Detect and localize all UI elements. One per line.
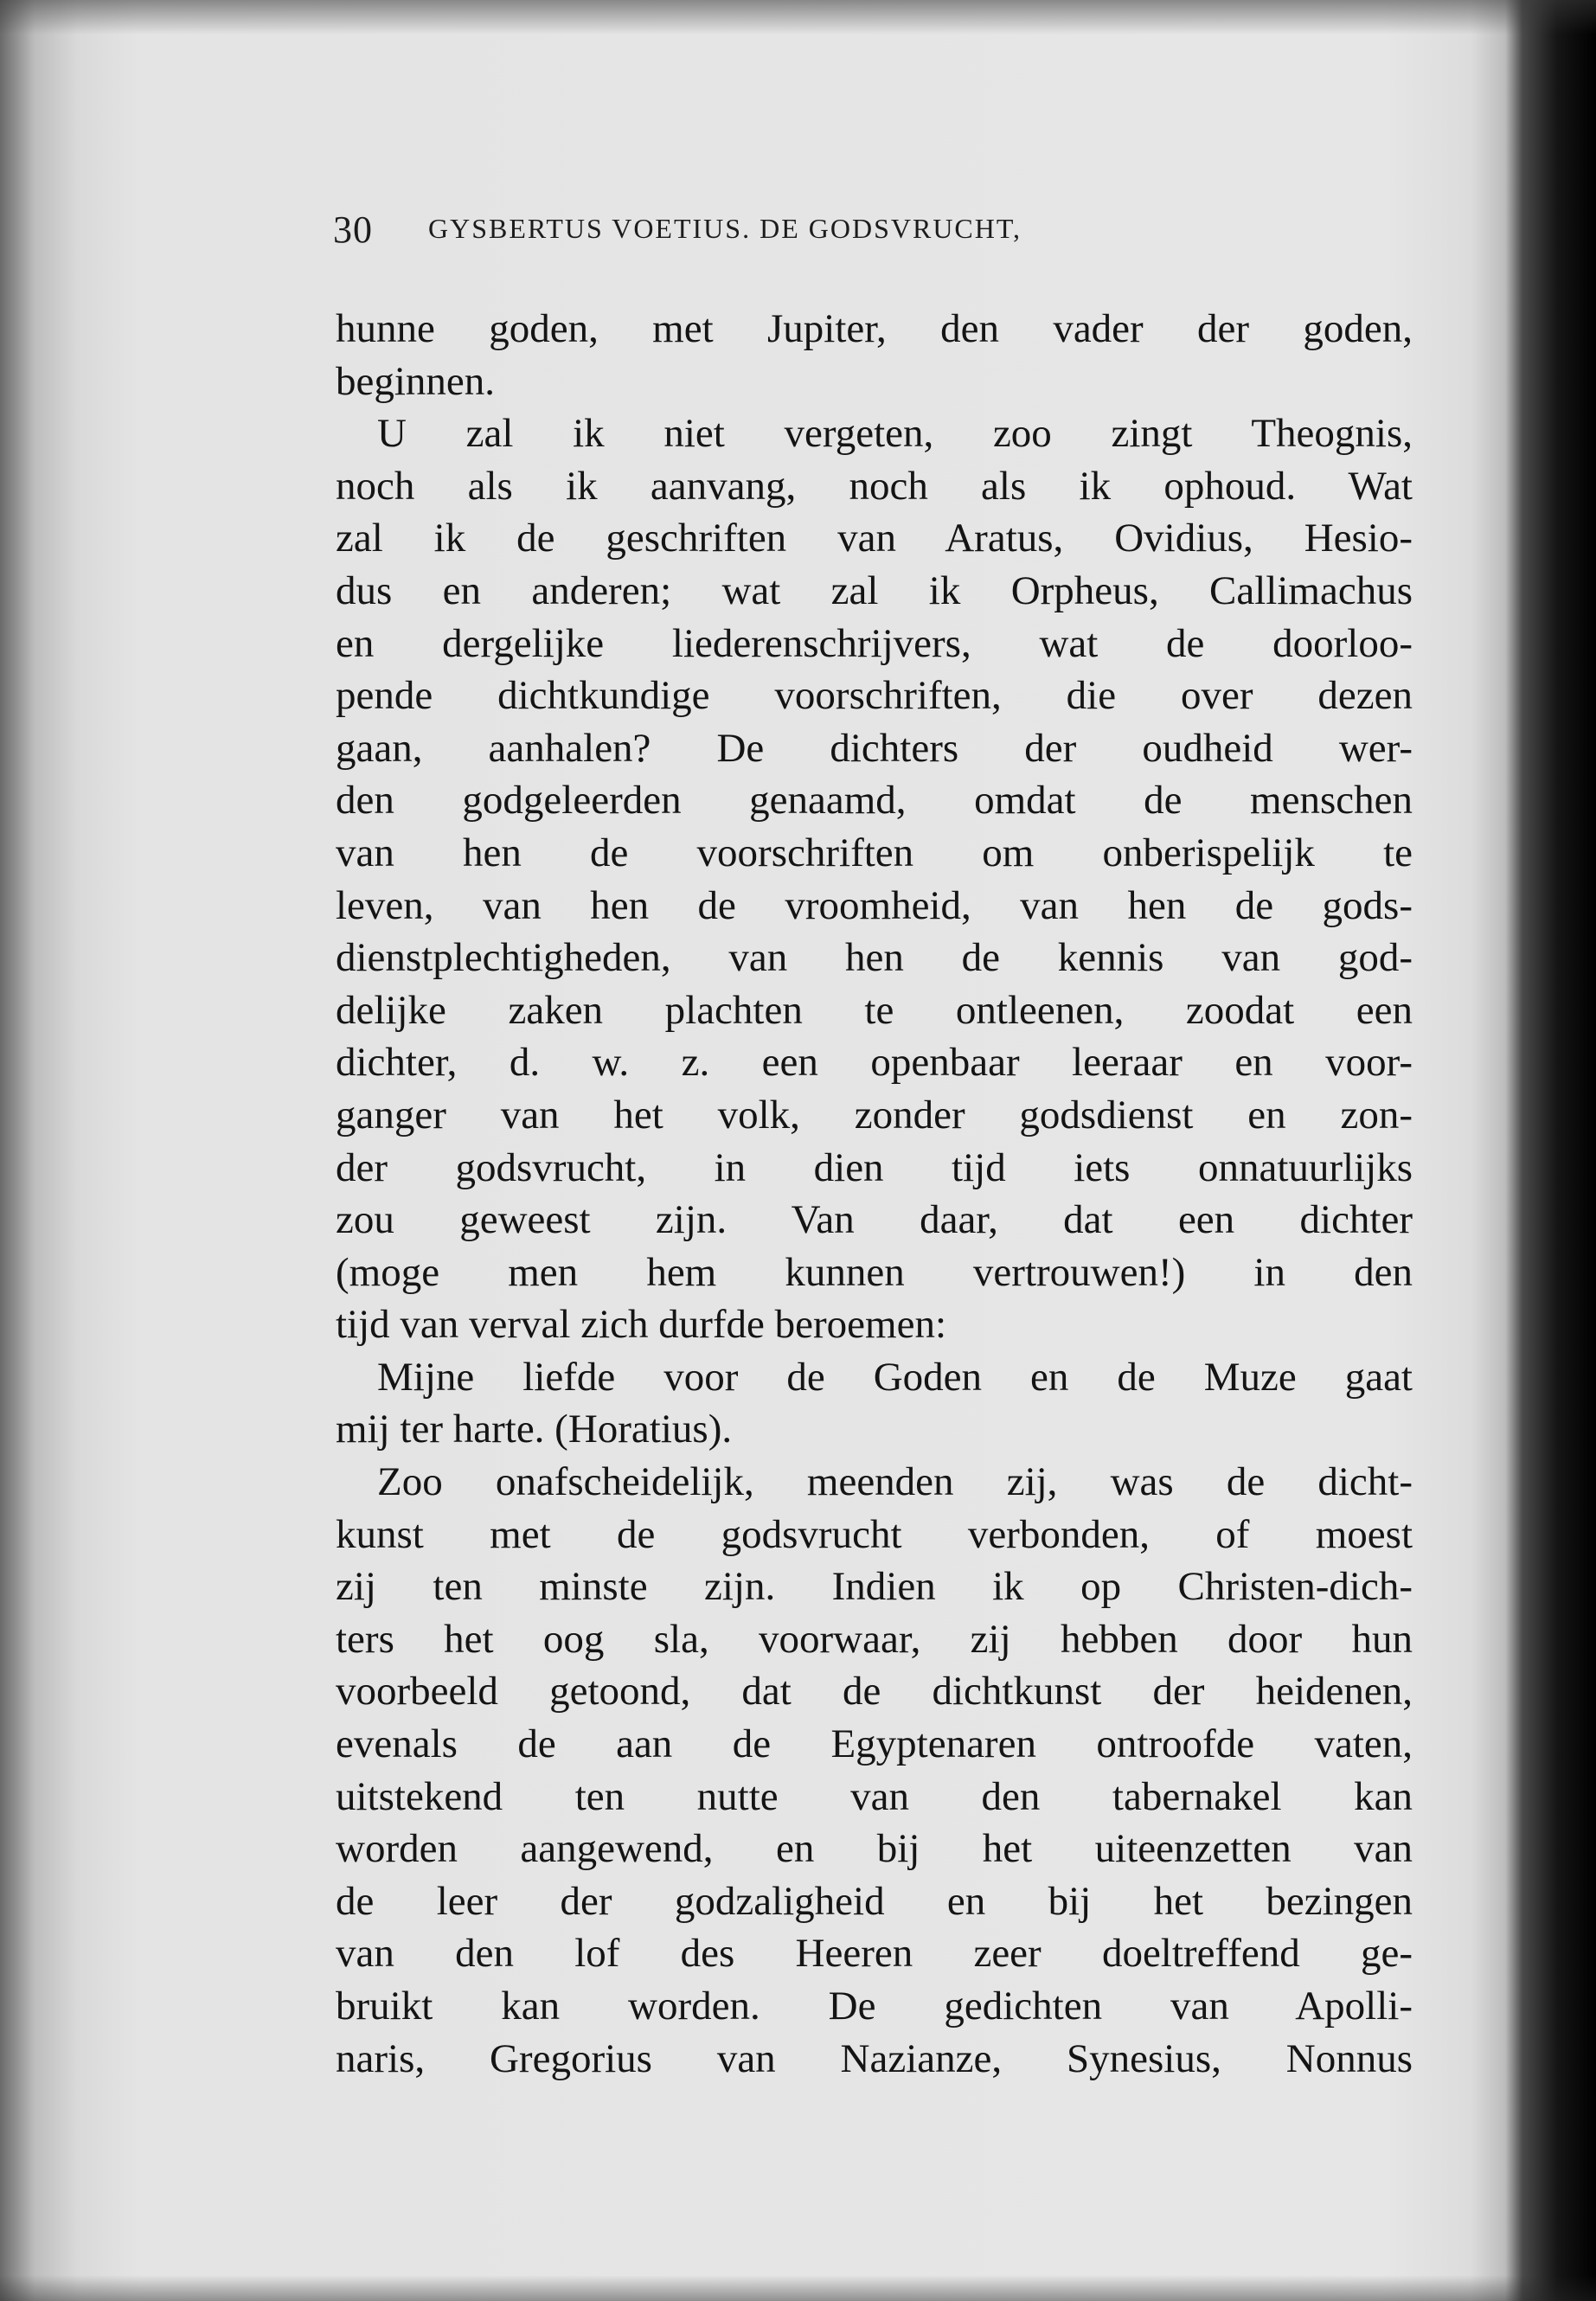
text-line: mij ter harte. (Horatius).	[336, 1407, 733, 1452]
page-bottom-shadow	[0, 2275, 1596, 2301]
text-line: U zal ik niet vergeten, zoo zingt Theognis,	[377, 411, 1413, 457]
text-line: den godgeleerden genaamd, omdat de menschen	[336, 778, 1413, 824]
text-line: delijke zaken plachten te ontleenen, zoodat een	[336, 987, 1413, 1033]
text-line: (moge men hem kunnen vertrouwen!) in den	[336, 1249, 1413, 1295]
text-line: Mijne liefde voor de Goden en de Muze gaat	[377, 1354, 1413, 1400]
text-line: van den lof des Heeren zeer doeltreffend ge-	[336, 1931, 1413, 1977]
text-line: zal ik de geschriften van Aratus, Ovidius, Hesio-	[336, 516, 1413, 561]
body-text	[336, 303, 1413, 2085]
text-line: dus en anderen; wat zal ik Orpheus, Callimachus	[336, 567, 1413, 613]
text-line: de leer der godzaligheid en bij het bezingen	[336, 1878, 1413, 1924]
text-line: gaan, aanhalen? De dichters der oudheid wer-	[336, 725, 1413, 771]
text-line: worden aangewend, en bij het uiteenzetten van	[336, 1826, 1413, 1872]
running-head: GYSBERTUS VOETIUS. DE GODSVRUCHT,	[428, 213, 1022, 244]
text-line: noch als ik aanvang, noch als ik ophoud. Wat	[336, 463, 1413, 509]
text-line: en dergelijke liederenschrijvers, wat de doorloo-	[336, 620, 1413, 666]
text-line: voorbeeld getoond, dat de dichtkunst der heidenen,	[336, 1669, 1413, 1715]
text-line: beginnen.	[336, 358, 496, 404]
text-line: dichter, d. w. z. een openbaar leeraar en voor-	[336, 1040, 1413, 1086]
text-line: tijd van verval zich durfde beroemen:	[336, 1302, 947, 1348]
text-line: hunne goden, met Jupiter, den vader der goden,	[336, 306, 1413, 351]
text-line: der godsvrucht, in dien tijd iets onnatuurlijks	[336, 1144, 1413, 1190]
text-line: uitstekend ten nutte van den tabernakel kan	[336, 1773, 1413, 1819]
text-line: ganger van het volk, zonder godsdienst en zon-	[336, 1092, 1413, 1138]
text-line: dienstplechtigheden, van hen de kennis van god-	[336, 935, 1413, 981]
page-header	[333, 208, 1414, 260]
text-line: van hen de voorschriften om onberispelijk te	[336, 830, 1413, 875]
text-line: pende dichtkundige voorschriften, die over dezen	[336, 673, 1413, 719]
text-line: leven, van hen de vroomheid, van hen de gods-	[336, 882, 1413, 928]
text-line: kunst met de godsvrucht verbonden, of moest	[336, 1511, 1413, 1557]
text-line: bruikt kan worden. De gedichten van Apolli-	[336, 1984, 1413, 2029]
text-line: ters het oog sla, voorwaar, zij hebben door hun	[336, 1616, 1413, 1662]
page-top-shadow	[0, 0, 1596, 35]
text-line: naris, Gregorius van Nazianze, Synesius, Nonnus	[336, 2035, 1413, 2081]
text-line: zou geweest zijn. Van daar, dat een dichter	[336, 1197, 1413, 1243]
text-line: evenals de aan de Egyptenaren ontroofde vaten,	[336, 1721, 1413, 1767]
text-line: Zoo onafscheidelijk, meenden zij, was de dicht-	[377, 1459, 1413, 1505]
page-number: 30	[333, 208, 373, 251]
text-line: zij ten minste zijn. Indien ik op Christen-dich-	[336, 1564, 1413, 1610]
